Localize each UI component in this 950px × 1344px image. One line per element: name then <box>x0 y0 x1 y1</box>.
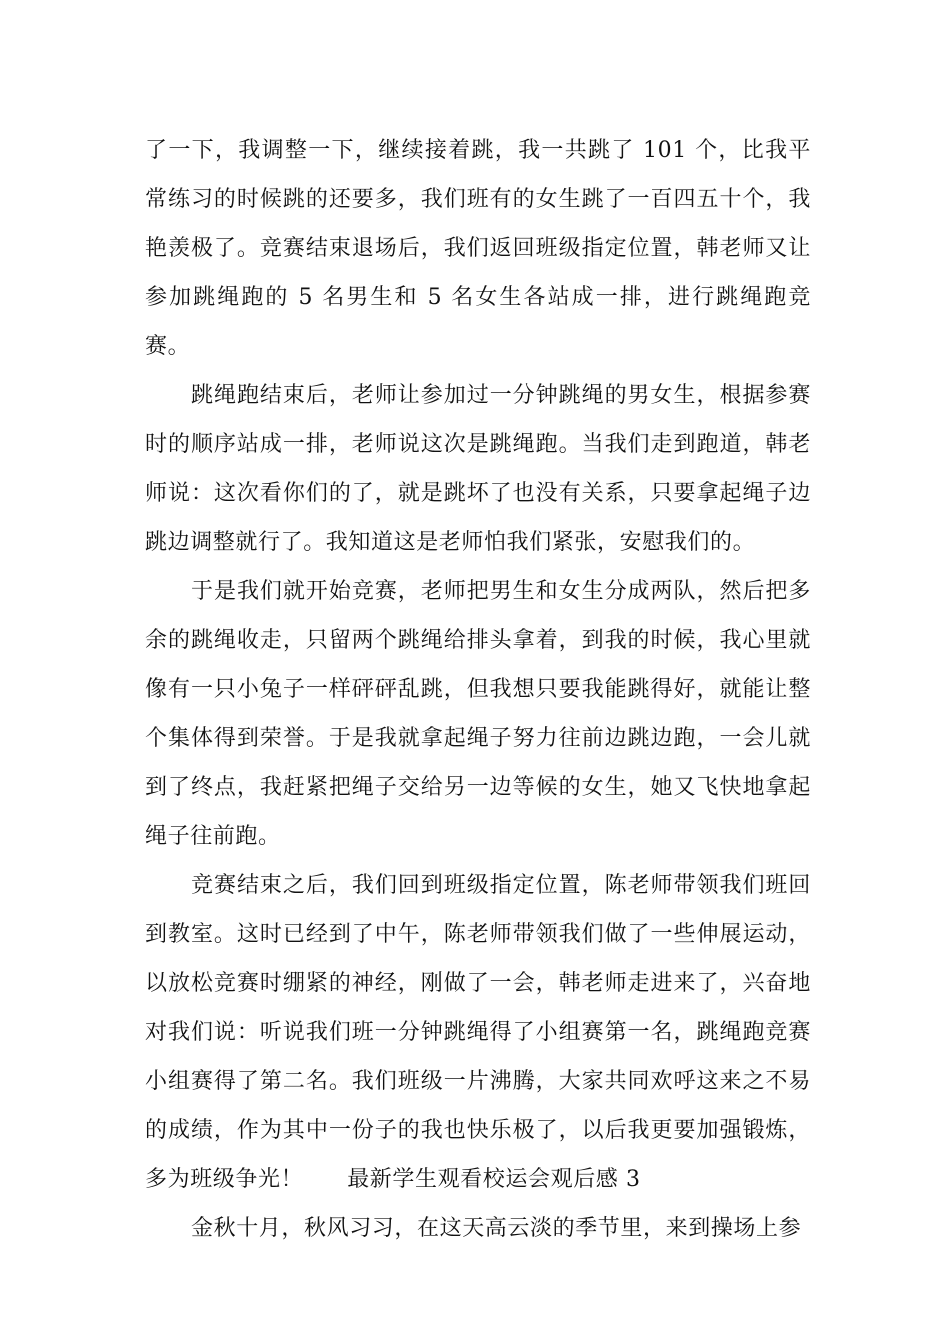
paragraph-3: 于是我们就开始竞赛，老师把男生和女生分成两队，然后把多余的跳绳收走，只留两个跳绳给排头拿着，到我的时候，我心里就像有一只小兔子一样砰砰乱跳，但我想只要我能跳得好，就能让整个集体得到荣誉。于是我就拿起绳子努力往前边跳边跑，一会儿就到了终点，我赶紧把绳子交给另一边等候的女生，她又飞快地拿起绳子往前跑。 <box>145 579 811 849</box>
section-title: 最新学生观看校运会观后感 3 <box>347 1167 641 1192</box>
paragraph-4 <box>145 861 811 1204</box>
paragraph-2: 跳绳跑结束后，老师让参加过一分钟跳绳的男女生，根据参赛时的顺序站成一排，老师说这次是跳绳跑。当我们走到跑道，韩老师说：这次看你们的了，就是跳坏了也没有关系，只要拿起绳子边跳边调整就行了。我知道这是老师怕我们紧张，安慰我们的。 <box>145 383 811 555</box>
paragraph-1: 了一下，我调整一下，继续接着跳，我一共跳了 101 个，比我平常练习的时候跳的还要多，我们班有的女生跳了一百四五十个，我艳羡极了。竞赛结束退场后，我们返回班级指定位置，韩老师又让参加跳绳跑的 5 名男生和 5 名女生各站成一排，进行跳绳跑竞赛。 <box>145 138 811 359</box>
document-page <box>145 126 811 1253</box>
paragraph-5: 金秋十月，秋风习习，在这天高云淡的季节里，来到操场上参 <box>191 1216 802 1241</box>
paragraph-4-text: 竞赛结束之后，我们回到班级指定位置，陈老师带领我们班回到教室。这时已经到了中午，陈老师带领我们做了一些伸展运动，以放松竞赛时绷紧的神经，刚做了一会，韩老师走进来了，兴奋地对我们说：听说我们班一分钟跳绳得了小组赛第一名，跳绳跑竞赛小组赛得了第二名。我们班级一片沸腾，大家共同欢呼这来之不易的成绩，作为其中一份子的我也快乐极了，以后我更要加强锻炼，多为班级争光！ <box>145 873 811 1192</box>
